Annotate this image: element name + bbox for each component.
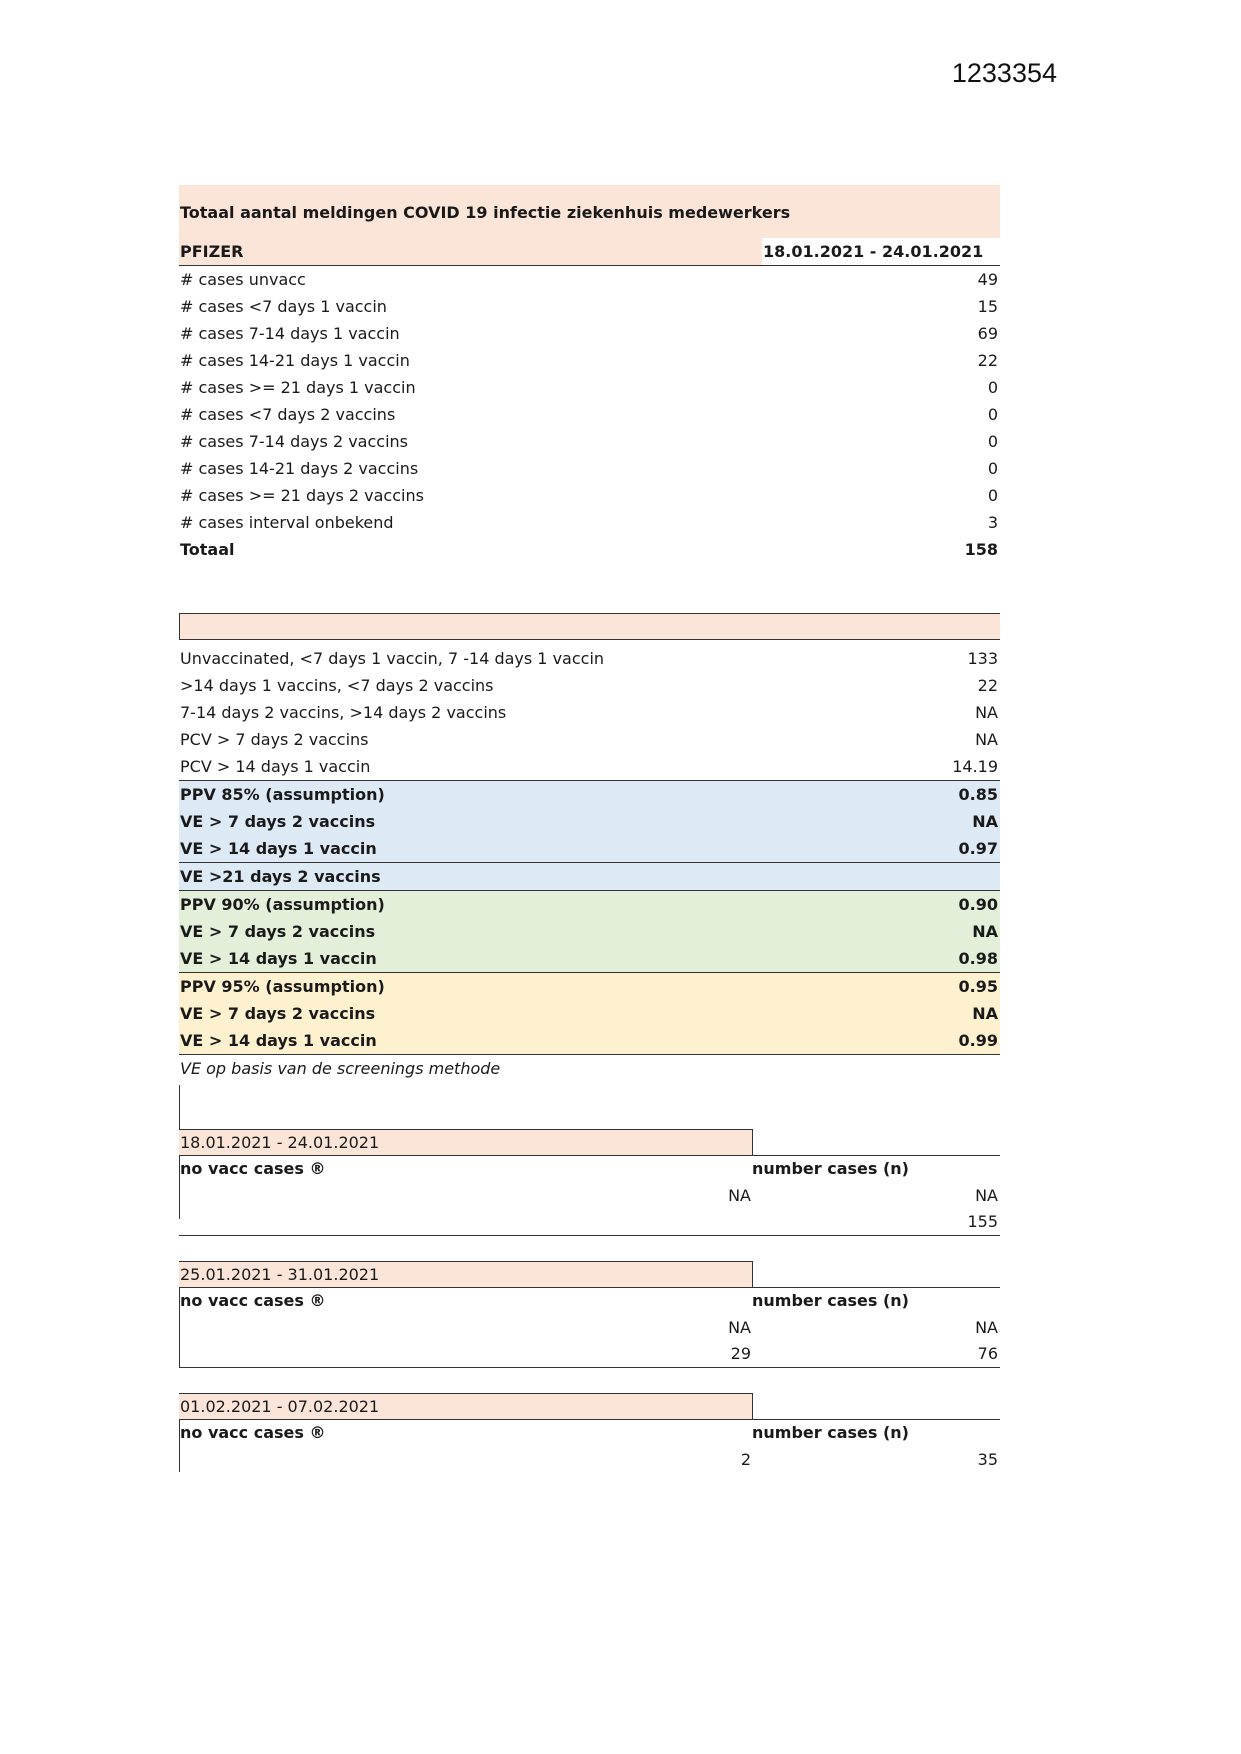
ve-row [179,753,1000,780]
blue-row-value: NA [972,812,998,831]
yellow-row-value: 0.99 [958,1031,998,1050]
blue-row-label: VE > 7 days 2 vaccins [180,812,376,831]
yellow-row-label: PPV 95% (assumption) [180,977,385,996]
case-row [179,428,1000,455]
green-row-value: 0.98 [958,949,998,968]
green-row [179,918,1000,945]
case-row [179,509,1000,536]
ppv95-block [179,973,1000,1055]
blue-row [179,808,1000,835]
total-label: Totaal [180,540,235,559]
green-row-value: NA [972,922,998,941]
yellow-row [179,1000,1000,1027]
yellow-row [179,973,1000,1000]
row2-col2-value: 155 [967,1212,998,1231]
row1-col1-value: NA [728,1186,751,1205]
case-row-label: # cases >= 21 days 1 vaccin [180,378,416,397]
number-cases-header: number cases (n) [752,1423,909,1442]
green-row-label: VE > 14 days 1 vaccin [180,949,377,968]
ve-row-value: 22 [977,676,998,695]
case-row [179,266,1000,293]
ppv85-block [179,781,1000,891]
ve-row-label: 7-14 days 2 vaccins, >14 days 2 vaccins [180,703,507,722]
table-title [179,199,1000,226]
case-row [179,293,1000,320]
blue-row-value: 0.97 [958,839,998,858]
yellow-row-label: VE > 14 days 1 vaccin [180,1031,377,1050]
case-row-label: # cases 7-14 days 1 vaccin [180,324,400,343]
ve-row [179,726,1000,753]
case-row [179,320,1000,347]
table-header [179,238,1000,266]
total-row [179,536,1000,563]
ve-row-value: 133 [967,649,998,668]
cases-rows [179,266,1000,536]
title-band-gap [179,226,1000,238]
case-row-value: 22 [977,351,998,370]
case-row-value: 0 [987,405,998,424]
case-row [179,347,1000,374]
row1-col1-value: NA [728,1318,751,1337]
ve-table [179,613,1000,1082]
case-row-label: # cases >= 21 days 2 vaccins [180,486,424,505]
case-row [179,455,1000,482]
row2-col2-value: 76 [977,1344,998,1363]
case-row-label: # cases interval onbekend [180,513,394,532]
case-row [179,374,1000,401]
green-row-label: VE > 7 days 2 vaccins [180,922,376,941]
case-row-label: # cases <7 days 2 vaccins [180,405,396,424]
ve-row-value: NA [975,730,998,749]
ve-row [179,645,1000,672]
number-cases-header: number cases (n) [752,1159,909,1178]
period-label: 25.01.2021 - 31.01.2021 [179,1261,753,1288]
table-title-text: Totaal aantal meldingen COVID 19 infectie ziekenhuis medewerkers [180,203,791,222]
no-vacc-cases-header: no vacc cases ® [180,1423,326,1442]
case-row-value: 0 [987,378,998,397]
no-vacc-cases-header: no vacc cases ® [180,1291,326,1310]
ve-row-label: PCV > 7 days 2 vaccins [180,730,369,749]
case-row-value: 0 [987,432,998,451]
ve-header-band [179,613,1000,640]
case-row-value: 0 [987,486,998,505]
case-row-label: # cases 7-14 days 2 vaccins [180,432,408,451]
case-row-value: 49 [977,270,998,289]
yellow-row-value: 0.95 [958,977,998,996]
row2-col1-value: 29 [730,1344,751,1363]
blue-row-value: 0.85 [958,785,998,804]
cases-table [179,185,1000,563]
period-bottom-line [179,1235,1000,1236]
ve-row-label: >14 days 1 vaccins, <7 days 2 vaccins [180,676,494,695]
ve-row [179,672,1000,699]
ve-row-value: 14.19 [952,757,998,776]
case-row-label: # cases <7 days 1 vaccin [180,297,387,316]
case-row [179,401,1000,428]
ve-note [179,1055,1000,1082]
case-row-label: # cases 14-21 days 1 vaccin [180,351,410,370]
vaccine-name: PFIZER [180,242,244,261]
case-row-value: 3 [987,513,998,532]
blue-row-label: VE > 14 days 1 vaccin [180,839,377,858]
green-row-label: PPV 90% (assumption) [180,895,385,914]
period-label: 01.02.2021 - 07.02.2021 [179,1393,753,1420]
yellow-row-value: NA [972,1004,998,1023]
period-label: 18.01.2021 - 24.01.2021 [179,1129,753,1156]
ve-row [179,699,1000,726]
title-band-spacer [179,185,1000,199]
blue-row-label: PPV 85% (assumption) [180,785,385,804]
green-row [179,945,1000,972]
case-row-value: 0 [987,459,998,478]
blue-row [179,781,1000,808]
ve-note-text: VE op basis van de screenings methode [180,1059,501,1078]
ve-rows [179,645,1000,781]
number-cases-header: number cases (n) [752,1291,909,1310]
case-row [179,482,1000,509]
period-bottom-line [179,1367,1000,1368]
blue-row-label: VE >21 days 2 vaccins [180,867,381,886]
header-period: 18.01.2021 - 24.01.2021 [762,238,1001,265]
yellow-row-label: VE > 7 days 2 vaccins [180,1004,376,1023]
row1-col2-value: NA [975,1318,998,1337]
row1-col2-value: 35 [977,1450,998,1469]
ve-row-value: NA [975,703,998,722]
ve-row-label: Unvaccinated, <7 days 1 vaccin, 7 -14 days 1 vaccin [180,649,605,668]
blue-row [179,835,1000,863]
row1-col1-value: 2 [740,1450,751,1469]
document-id: 1233354 [951,58,1057,88]
case-row-value: 69 [977,324,998,343]
no-vacc-cases-header: no vacc cases ® [180,1159,326,1178]
case-row-value: 15 [977,297,998,316]
green-row [179,891,1000,918]
green-row-value: 0.90 [958,895,998,914]
yellow-row [179,1027,1000,1054]
row1-col2-value: NA [975,1186,998,1205]
ve-row-label: PCV > 14 days 1 vaccin [180,757,371,776]
blue-row [179,863,1000,890]
case-row-label: # cases 14-21 days 2 vaccins [180,459,419,478]
total-value: 158 [964,540,998,559]
ppv90-block [179,891,1000,973]
case-row-label: # cases unvacc [180,270,306,289]
